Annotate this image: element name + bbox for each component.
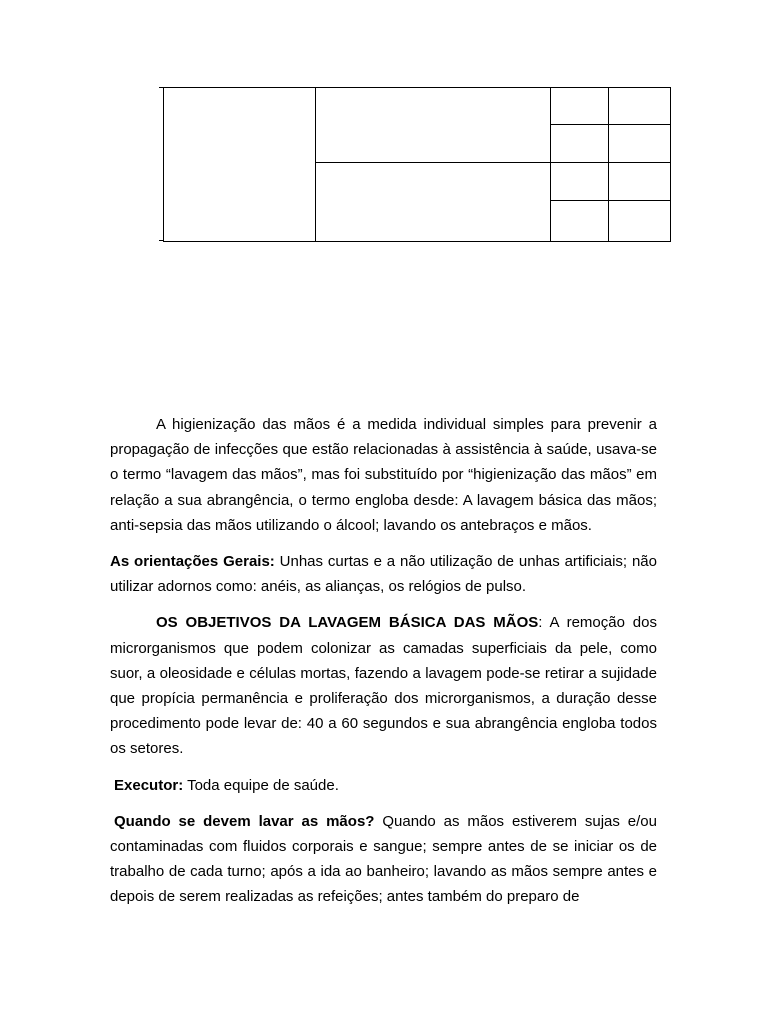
- intro-paragraph: [110, 412, 657, 538]
- header-field-cell: [551, 125, 609, 163]
- executor-label: Executor:: [114, 776, 184, 794]
- document-body: [110, 412, 657, 921]
- general-guidelines-label: As orientações Gerais:: [110, 553, 275, 571]
- header-field-cell: [551, 163, 609, 201]
- header-value-cell: [609, 163, 671, 201]
- objectives-text: : A remoção dos microrganismos que podem colonizar as camadas superficiais da pele, como suor, a oleosidade e células mortas, fazendo a lavagem pode-se retirar a sujidade que propícia permanência e proliferação dos microrganismos, a duração desse procedimento pode levar de: 40 a 60 segundos e sua abrangência engloba todos os setores.: [110, 614, 657, 758]
- executor-text: Toda equipe de saúde.: [183, 776, 339, 794]
- general-guidelines-text: Unhas curtas e a não utilização de unhas artificiais; não utilizar adornos como: anéis, as alianças, os relógios de pulso.: [110, 553, 657, 596]
- document-header-table: [163, 87, 671, 242]
- header-subtitle-cell: [316, 163, 551, 242]
- header-title-cell: [316, 88, 551, 163]
- when-to-wash-paragraph: [110, 809, 657, 910]
- header-value-cell: [609, 88, 671, 125]
- when-to-wash-text: Quando as mãos estiverem sujas e/ou contaminadas com fluidos corporais e sangue; sempre antes de se iniciar os de trabalho de cada turno; após a ida ao banheiro; lavando as mãos sempre antes e depois de serem realizadas as refeições; antes também do preparo de: [110, 812, 657, 906]
- header-field-cell: [551, 201, 609, 242]
- objectives-label: OS OBJETIVOS DA LAVAGEM BÁSICA DAS MÃOS: [156, 614, 539, 632]
- header-value-cell: [609, 201, 671, 242]
- objectives-paragraph: [110, 610, 657, 761]
- header-field-cell: [551, 88, 609, 125]
- general-guidelines-paragraph: [110, 549, 657, 599]
- header-value-cell: [609, 125, 671, 163]
- intro-text: A higienização das mãos é a medida individual simples para prevenir a propagação de infecções que estão relacionadas à assistência à saúde, usava-se o termo “lavagem das mãos”, mas foi substituído por “higienização das mãos” em relação a sua abrangência, o termo engloba desde: A lavagem básica das mãos; anti-sepsia das mãos utilizando o álcool; lavando os antebraços e mãos.: [110, 416, 657, 534]
- header-logo-cell: [164, 88, 316, 242]
- when-to-wash-label: Quando se devem lavar as mãos?: [114, 812, 375, 830]
- executor-paragraph: [110, 773, 657, 798]
